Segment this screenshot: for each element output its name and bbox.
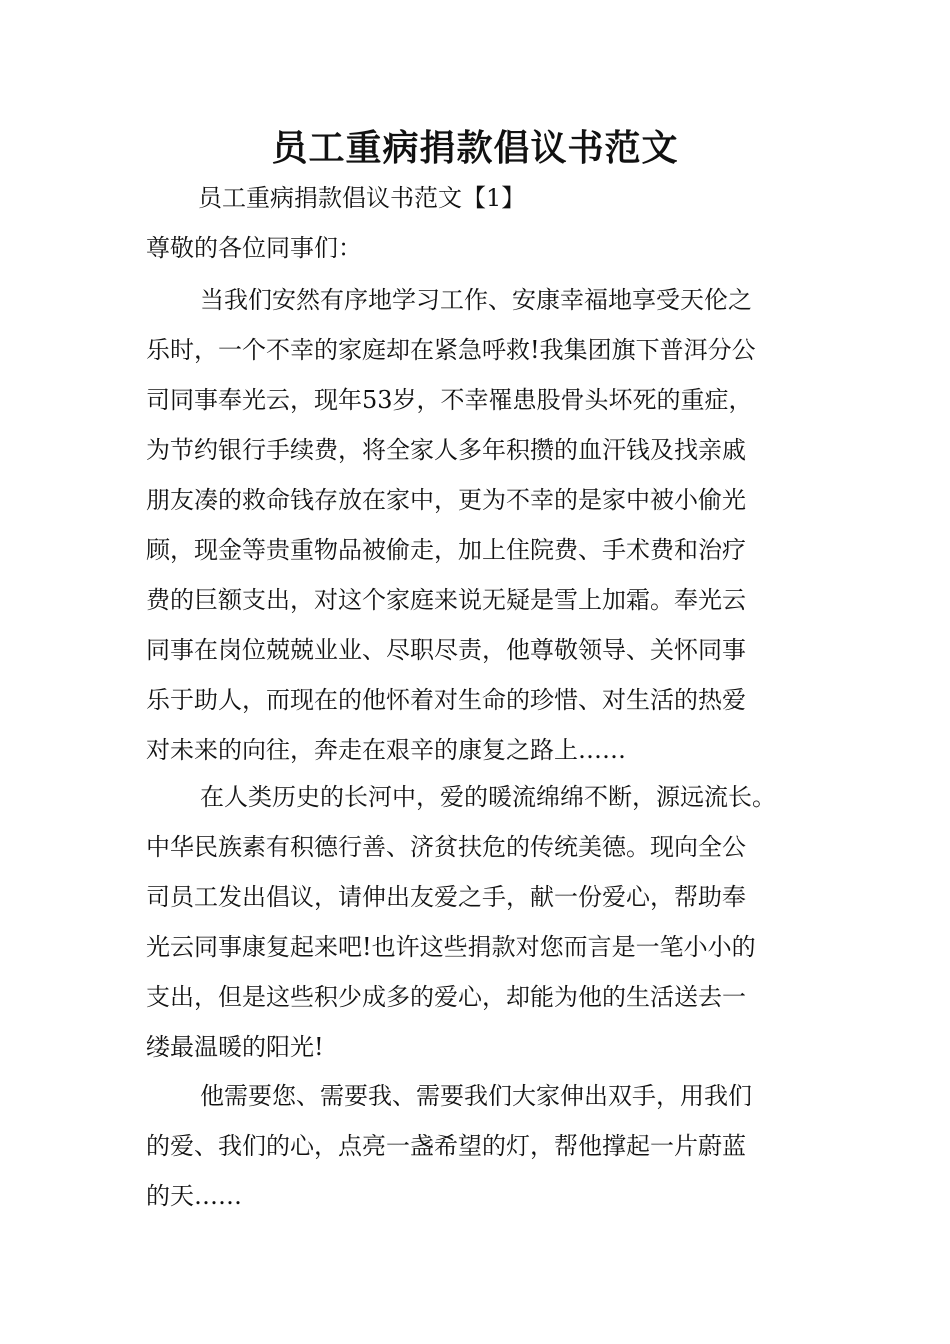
paragraph-line: 他需要您、需要我、需要我们大家伸出双手，用我们 — [200, 1082, 752, 1110]
paragraph-line: 的爱、我们的心，点亮一盏希望的灯，帮他撑起一片蔚蓝 — [146, 1132, 746, 1160]
paragraph-1 — [146, 275, 826, 775]
paragraph-line: 同事在岗位兢兢业业、尽职尽责，他尊敬领导、关怀同事 — [146, 636, 746, 664]
paragraph-line: 缕最温暖的阳光! — [146, 1033, 324, 1061]
paragraph-line: 司同事奉光云，现年53岁，不幸罹患股骨头坏死的重症， — [146, 386, 753, 414]
document-title: 员工重病捐款倡议书范文 — [271, 127, 679, 169]
paragraph-line: 乐于助人，而现在的他怀着对生命的珍惜、对生活的热爱 — [146, 686, 746, 714]
document-subtitle: 员工重病捐款倡议书范文【1】 — [198, 184, 526, 212]
paragraph-line: 中华民族素有积德行善、济贫扶危的传统美德。现向全公 — [146, 833, 746, 861]
paragraph-line: 当我们安然有序地学习工作、安康幸福地享受天伦之 — [200, 286, 752, 314]
paragraph-3 — [146, 1071, 826, 1221]
salutation: 尊敬的各位同事们： — [146, 234, 362, 262]
paragraph-line: 费的巨额支出，对这个家庭来说无疑是雪上加霜。奉光云 — [146, 586, 746, 614]
paragraph-line: 光云同事康复起来吧!也许这些捐款对您而言是一笔小小的 — [146, 933, 756, 961]
paragraph-line: 的天…… — [146, 1182, 242, 1210]
paragraph-line: 为节约银行手续费，将全家人多年积攒的血汗钱及找亲戚 — [146, 436, 746, 464]
paragraph-line: 在人类历史的长河中，爱的暖流绵绵不断，源远流长。 — [200, 783, 776, 811]
paragraph-2 — [146, 772, 826, 1072]
paragraph-line: 乐时，一个不幸的家庭却在紧急呼救!我集团旗下普洱分公 — [146, 336, 756, 364]
paragraph-line: 司员工发出倡议，请伸出友爱之手，献一份爱心，帮助奉 — [146, 883, 746, 911]
paragraph-line: 对未来的向往，奔走在艰辛的康复之路上…… — [146, 736, 626, 764]
paragraph-line: 顾，现金等贵重物品被偷走，加上住院费、手术费和治疗 — [146, 536, 746, 564]
paragraph-line: 支出，但是这些积少成多的爱心，却能为他的生活送去一 — [146, 983, 746, 1011]
paragraph-line: 朋友凑的救命钱存放在家中，更为不幸的是家中被小偷光 — [146, 486, 746, 514]
